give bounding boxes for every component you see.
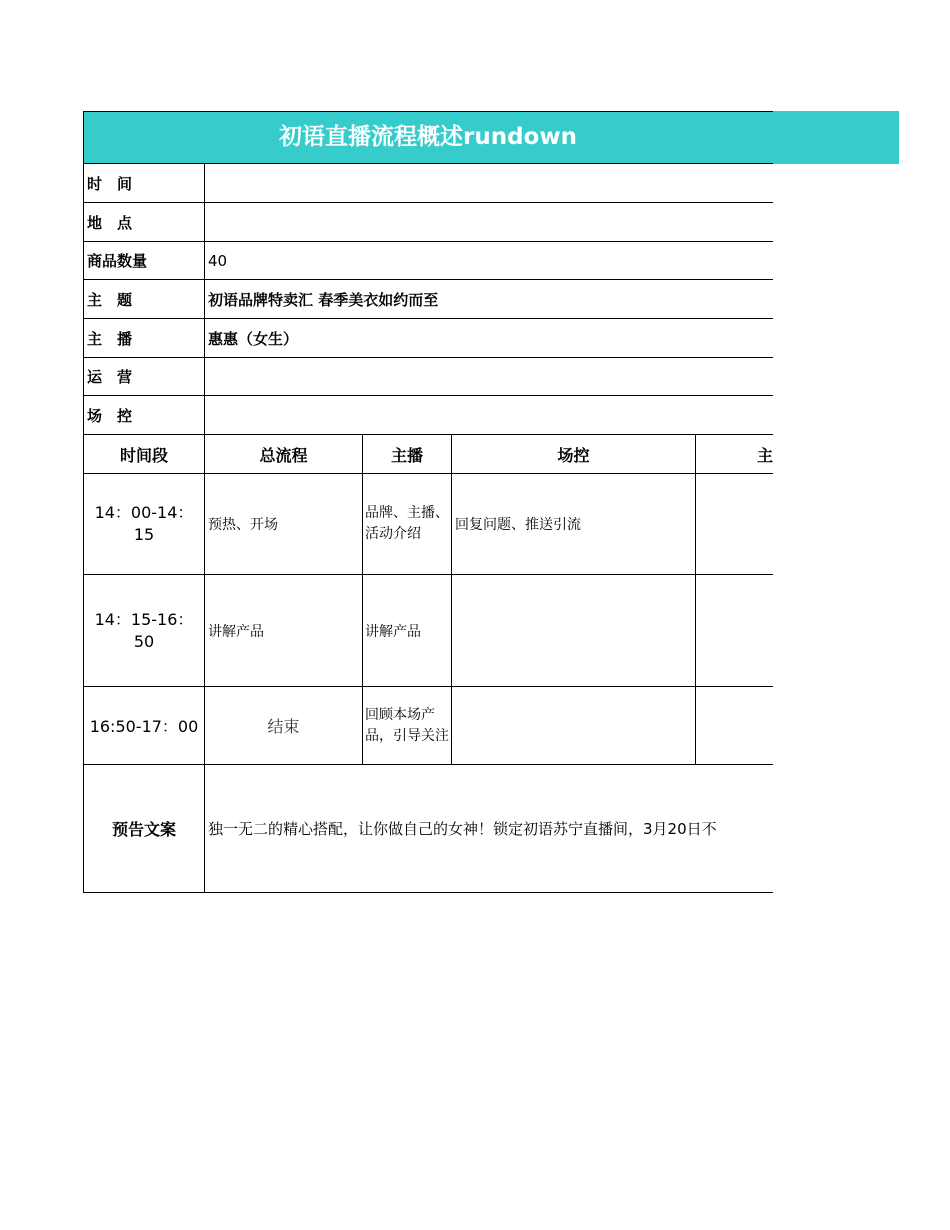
row1-control[interactable]: 回复问题、推送引流 [455,517,581,533]
header-host: 主播 [390,445,423,465]
row1-time[interactable]: 14：00-14：15 [94,503,194,544]
label-product-count: 商品数量 [87,252,148,270]
grid-line [362,434,363,765]
row3-host[interactable]: 回顾本场产品，引导关注 [365,706,449,744]
row3-flow[interactable]: 结束 [267,717,300,736]
header-extra: 主 [756,445,773,465]
value-location[interactable] [208,203,768,241]
sheet-title: 初语直播流程概述rundown [279,124,577,150]
header-time-slot: 时间段 [119,445,168,465]
grid-line [451,434,452,765]
value-field-control[interactable] [208,396,768,434]
row2-control[interactable] [455,575,693,686]
preview-label: 预告文案 [111,820,176,839]
value-theme[interactable]: 初语品牌特卖汇 春季美衣如约而至 [208,290,439,309]
row3-time[interactable]: 16:50-17：00 [89,717,199,736]
value-operations[interactable] [208,358,768,395]
header-overall-flow: 总流程 [259,445,308,465]
label-field-control: 场 控 [87,406,133,425]
value-product-count[interactable]: 40 [208,251,228,270]
preview-text[interactable]: 独一无二的精心搭配，让你做自己的女神！锁定初语苏宁直播间，3月20日不 [208,820,717,838]
row1-host[interactable]: 品牌、主播、活动介绍 [365,505,449,542]
grid-line [204,163,205,893]
header-field-control: 场控 [557,445,590,465]
label-theme: 主 题 [87,290,133,309]
label-operations: 运 营 [87,368,133,386]
label-time: 时 间 [87,174,133,193]
value-host[interactable]: 惠惠（女生） [208,329,299,348]
grid-line [83,111,773,112]
row2-host[interactable]: 讲解产品 [365,623,421,640]
grid-line [695,434,696,765]
row1-flow[interactable]: 预热、开场 [208,517,278,533]
value-time[interactable] [208,164,768,202]
row2-time[interactable]: 14：15-16：50 [94,609,194,651]
label-host: 主 播 [87,329,133,348]
row2-flow[interactable]: 讲解产品 [208,623,264,640]
row3-control[interactable] [455,687,693,764]
label-location: 地 点 [87,213,133,232]
grid-line [83,892,773,893]
